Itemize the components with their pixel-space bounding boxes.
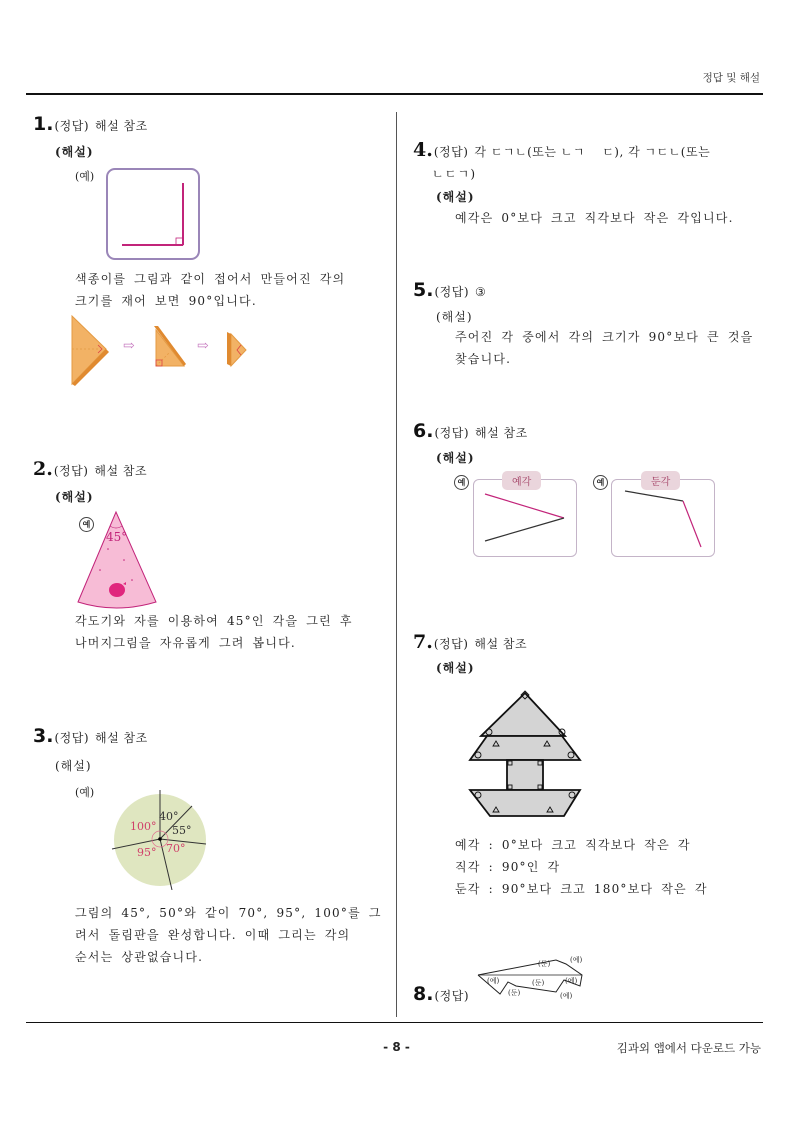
explanation-label: (해설) <box>55 490 94 504</box>
answer-text: 각 ㄷㄱㄴ(또는 ㄴㄱ ㄷ), 각 ㄱㄷㄴ(또는 <box>474 145 711 159</box>
footer-rule <box>26 1022 763 1023</box>
answer-prefix: (정답) <box>433 637 469 651</box>
obtuse-angle-title: 둔각 <box>641 471 680 490</box>
answer-prefix: (정답) <box>434 426 470 440</box>
angle-label: 55° <box>172 824 192 837</box>
example-circled-badge: 예 <box>593 470 608 490</box>
angle-label: 100° <box>130 820 157 833</box>
question-number: 5. <box>413 279 434 301</box>
definition-obtuse: 둔각 : 90°보다 크고 180°보다 작은 각 <box>455 882 708 896</box>
explanation-label: (해설) <box>436 451 475 465</box>
angle-tag-acute: (예) <box>487 977 500 985</box>
explanation-label: (해설) <box>436 661 475 675</box>
answer-text: 해설 참조 <box>94 464 148 478</box>
obtuse-angle-panel <box>611 479 715 557</box>
explanation-label: (해설) <box>436 190 475 204</box>
question-3-header <box>33 725 148 747</box>
definition-acute: 예각 : 0°보다 크고 직각보다 작은 각 <box>455 838 691 852</box>
tree-shape-figure <box>466 690 584 826</box>
question-2-explanation: 각도기와 자를 이용하여 45°인 각을 그린 후 나머지그림을 자유롭게 그려 봅니다. <box>75 614 353 650</box>
acute-angle-title: 예각 <box>502 471 541 490</box>
question-number: 2. <box>33 458 53 480</box>
acute-angle-panel <box>473 479 577 557</box>
answer-text: 해설 참조 <box>95 731 148 745</box>
header-rule <box>26 93 763 95</box>
question-2-header <box>33 458 147 480</box>
right-angle-figure <box>106 168 201 265</box>
header-title: 정답 및 해설 <box>702 72 760 84</box>
angle-label: 70° <box>166 842 186 855</box>
angle-definitions <box>455 834 708 900</box>
answer-text: ③ <box>475 285 487 299</box>
answer-prefix: (정답) <box>434 989 470 1003</box>
answer-text: 해설 참조 <box>95 119 148 133</box>
fan-45-degree-figure <box>76 510 158 616</box>
question-number: 8. <box>413 983 434 1005</box>
question-number: 7. <box>413 631 433 653</box>
answer-text: 해설 참조 <box>475 426 528 440</box>
question-4-explanation: 예각은 0°보다 크고 직각보다 작은 각입니다. <box>455 211 734 225</box>
question-number: 1. <box>33 113 54 135</box>
question-5-header <box>413 279 486 301</box>
question-7-header <box>413 631 527 653</box>
question-5-explanation: 주어진 각 중에서 각의 크기가 90°보다 큰 것을 찾습니다. <box>455 330 754 366</box>
column-divider <box>396 112 397 1017</box>
question-1-explanation: 색종이를 그림과 같이 접어서 만들어진 각의 크기를 재어 보면 90°입니다. <box>75 272 346 308</box>
paper-folding-figure <box>70 314 250 390</box>
explanation-label: (해설) <box>436 310 473 324</box>
footer-note: 김과외 앱에서 다운로드 가능 <box>616 1041 761 1055</box>
angle-tag-obtuse: (둔) <box>538 960 551 968</box>
question-8-header <box>413 983 469 1005</box>
answer-prefix: (정답) <box>54 119 90 133</box>
answer-prefix: (정답) <box>54 731 90 745</box>
example-label: (예) <box>75 170 95 183</box>
angle-label: 95° <box>137 846 157 859</box>
question-6-header <box>413 420 528 442</box>
angle-tag-acute: (예) <box>565 977 578 985</box>
definition-right: 직각 : 90°인 각 <box>455 860 561 874</box>
spinner-angles-figure <box>110 790 210 894</box>
answer-prefix: (정답) <box>433 145 469 159</box>
question-number: 3. <box>33 725 54 747</box>
example-circled-badge: 예 <box>454 470 469 490</box>
arrow-right-icon: ⇨ <box>197 338 209 354</box>
answer-prefix: (정답) <box>53 464 89 478</box>
explanation-label: (해설) <box>55 145 94 159</box>
angle-label-45: 45° <box>106 530 128 544</box>
question-number: 4. <box>413 139 433 161</box>
example-label: (예) <box>75 786 95 799</box>
angle-tag-obtuse: (둔) <box>532 979 545 987</box>
angle-tag-obtuse: (둔) <box>508 989 521 997</box>
example-circled-badge: 예 <box>79 512 94 532</box>
answer-prefix: (정답) <box>434 285 470 299</box>
question-1-header <box>33 113 148 135</box>
page-number: - 8 - <box>383 1040 410 1054</box>
arrow-right-icon: ⇨ <box>123 338 135 354</box>
question-4-header <box>413 139 710 161</box>
angle-tag-acute: (예) <box>560 992 573 1000</box>
question-number: 6. <box>413 420 434 442</box>
answer-text: 해설 참조 <box>474 637 528 651</box>
angle-tag-acute: (예) <box>570 956 583 964</box>
answer-text-continued: ㄴㄷㄱ) <box>432 167 477 181</box>
question-3-explanation: 그림의 45°, 50°와 같이 70°, 95°, 100°를 그 려서 돌림판을 완성합니다. 이때 그리는 각의 순서는 상관없습니다. <box>75 906 382 964</box>
angle-label: 40° <box>159 810 179 823</box>
explanation-label: (해설) <box>55 759 92 773</box>
